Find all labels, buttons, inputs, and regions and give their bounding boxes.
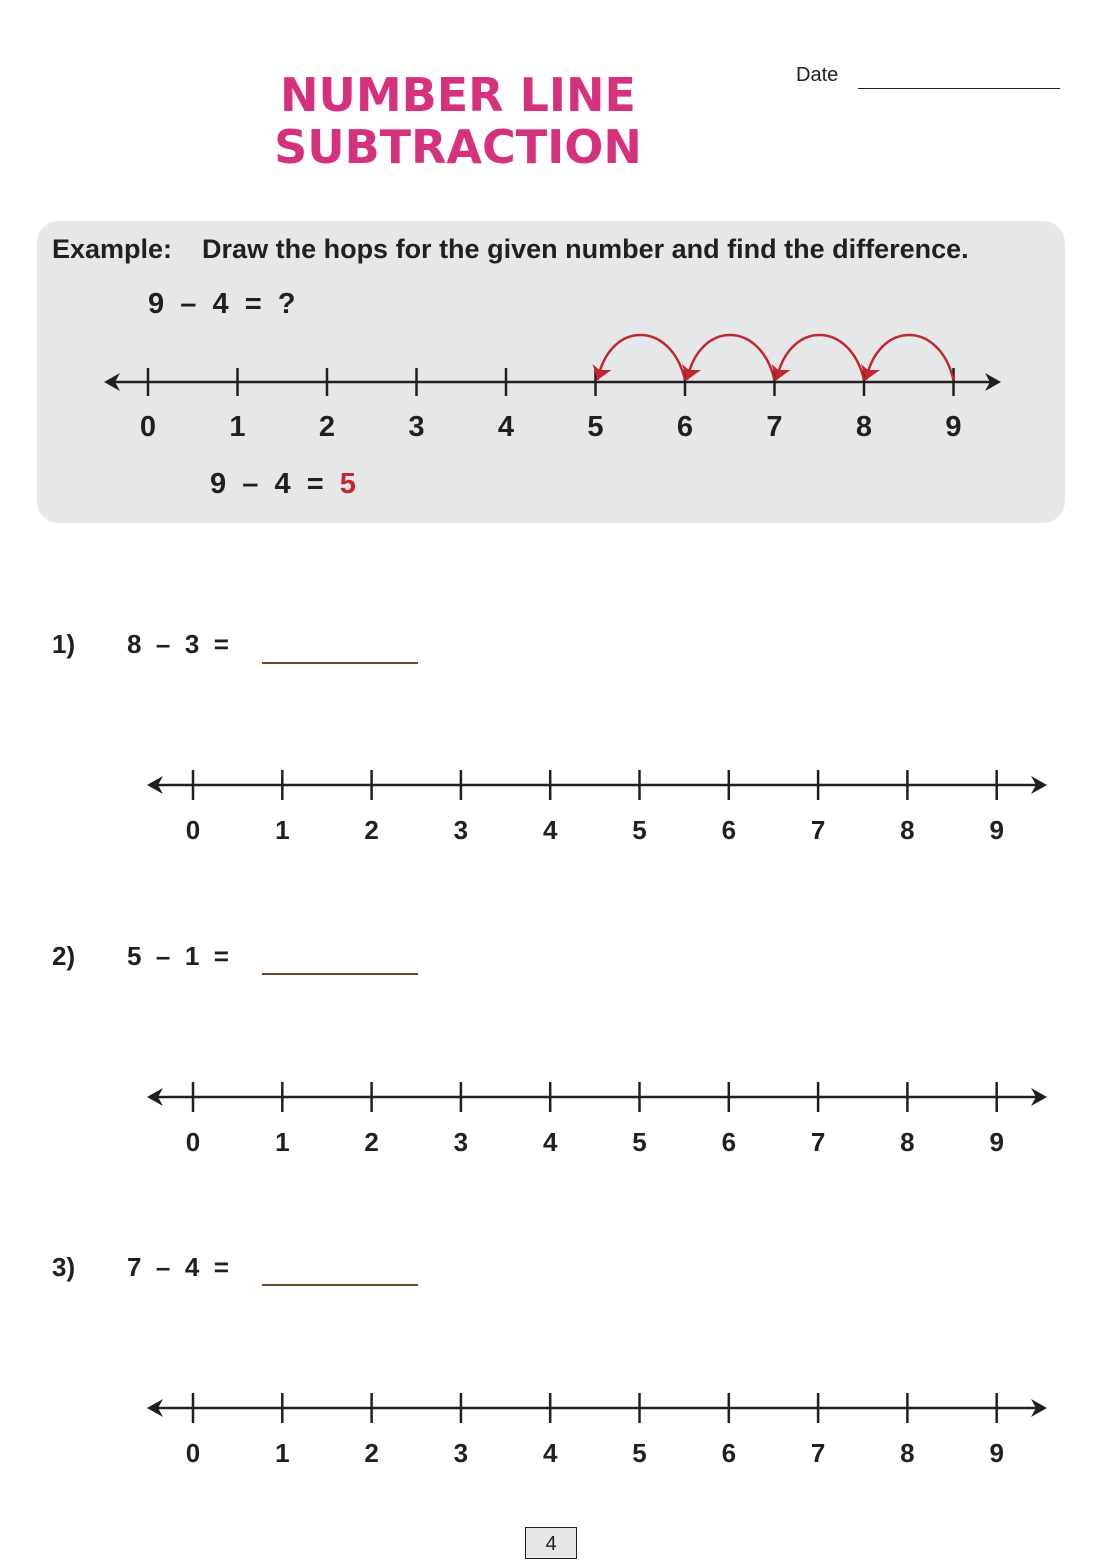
question-1-tick-label: 1 [275, 815, 290, 845]
example-tick-label: 7 [766, 411, 783, 443]
question-2-tick-label: 3 [453, 1127, 469, 1157]
question-1-tick-label: 8 [900, 815, 915, 845]
question-1-tick-label: 5 [632, 815, 647, 845]
example-tick-label: 6 [676, 411, 694, 443]
question-2-number: 2) [52, 941, 76, 971]
question-2-expression: 5 – 1 = [127, 941, 229, 971]
question-2-tick-label: 6 [721, 1127, 737, 1157]
example-problem: 9 – 4 = ? [148, 288, 296, 320]
example-tick-label: 1 [229, 411, 246, 443]
question-3-tick-label: 3 [453, 1438, 469, 1468]
question-2-answer-blank[interactable] [262, 973, 418, 975]
example-tick-label: 8 [855, 411, 873, 443]
example-hop-arc [687, 335, 775, 380]
question-3-number: 3) [52, 1252, 76, 1282]
question-3-tick-label: 8 [900, 1438, 915, 1468]
question-1-expression: 8 – 3 = [127, 629, 229, 659]
question-2-tick-label: 4 [542, 1127, 558, 1157]
example-tick-label: 9 [945, 411, 962, 443]
example-answer-equation [210, 468, 356, 501]
example-tick-label: 5 [587, 411, 604, 443]
question-2-tick-label: 7 [810, 1127, 826, 1157]
question-1-tick-label: 6 [721, 815, 737, 845]
question-2-number-line [0, 1072, 1106, 1172]
question-3-tick-label: 1 [275, 1438, 290, 1468]
question-2-tick-label: 5 [632, 1127, 647, 1157]
example-hop-arc [866, 335, 954, 380]
question-1-tick-label: 3 [453, 815, 469, 845]
question-3-tick-label: 5 [632, 1438, 647, 1468]
example-tick-label: 4 [497, 411, 515, 443]
question-1-tick-label: 2 [364, 815, 379, 845]
question-1-tick-label: 7 [810, 815, 826, 845]
question-3-tick-label: 9 [989, 1438, 1004, 1468]
example-tick-label: 0 [139, 411, 157, 443]
example-heading: Example: Draw the hops for the given number and find the difference. [52, 234, 969, 264]
example-number-line [0, 320, 1106, 480]
question-2-tick-label: 8 [900, 1127, 915, 1157]
example-answer-prefix: 9 – 4 = [210, 468, 340, 500]
question-3-tick-label: 2 [364, 1438, 379, 1468]
question-2-tick-label: 0 [185, 1127, 201, 1157]
example-hop-arc [598, 335, 686, 380]
title-line-1: NUMBER LINE [280, 68, 636, 122]
title-line-2: SUBTRACTION [274, 120, 642, 174]
question-2-tick-label: 2 [364, 1127, 379, 1157]
question-3-tick-label: 7 [810, 1438, 826, 1468]
question-1-tick-label: 4 [542, 815, 558, 845]
question-3-number-line [0, 1383, 1106, 1483]
question-1-tick-label: 0 [185, 815, 201, 845]
example-hop-arc [777, 335, 865, 380]
date-line [858, 88, 1060, 89]
example-tick-label: 2 [318, 411, 336, 443]
question-3-answer-blank[interactable] [262, 1284, 418, 1286]
question-3-expression: 7 – 4 = [127, 1252, 229, 1282]
example-answer-value: 5 [339, 468, 356, 500]
page-number: 4 [525, 1527, 577, 1559]
question-2-tick-label: 9 [989, 1127, 1004, 1157]
question-3-tick-label: 4 [542, 1438, 558, 1468]
question-1-number: 1) [52, 629, 76, 659]
question-1-answer-blank[interactable] [262, 662, 418, 664]
question-2-tick-label: 1 [275, 1127, 290, 1157]
question-1-tick-label: 9 [989, 815, 1004, 845]
question-1-number-line [0, 760, 1106, 860]
question-3-tick-label: 6 [721, 1438, 737, 1468]
date-label: Date [796, 64, 839, 86]
question-3-tick-label: 0 [185, 1438, 201, 1468]
example-tick-label: 3 [408, 411, 425, 443]
